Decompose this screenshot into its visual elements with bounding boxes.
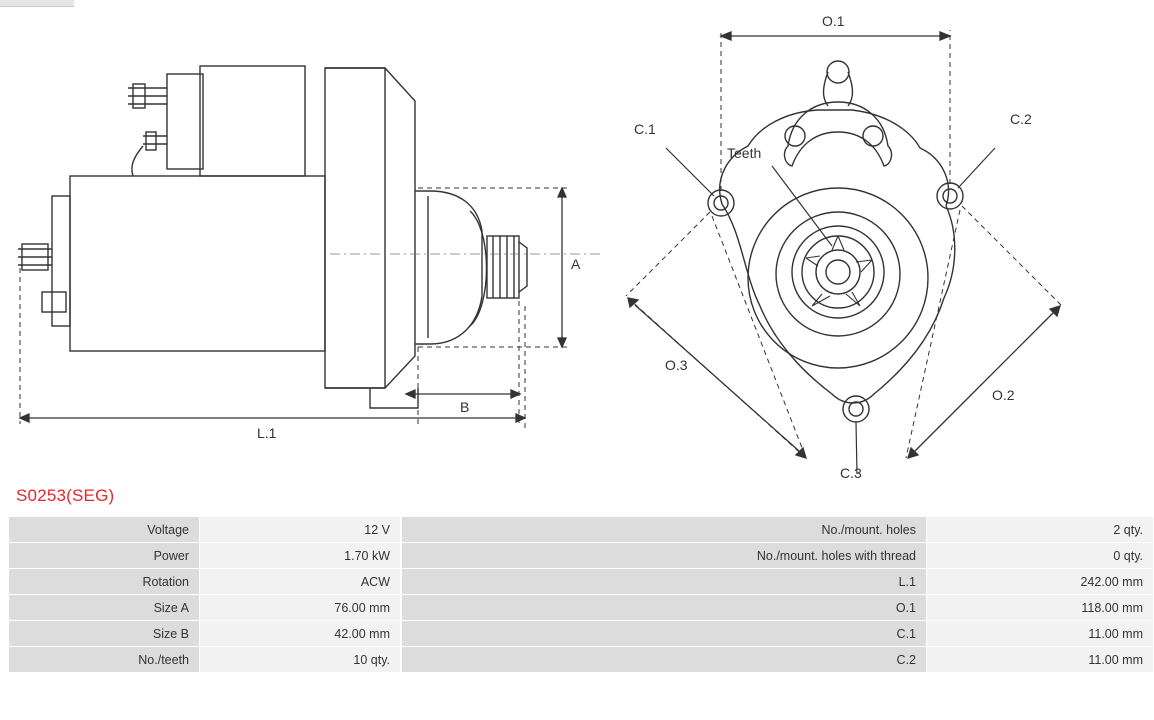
table-row	[402, 517, 1154, 543]
dimension-label-c1: C.1	[634, 121, 656, 137]
spec-label: Size B	[9, 621, 200, 647]
table-row	[9, 543, 401, 569]
table-row	[402, 569, 1154, 595]
spec-label: Size A	[9, 595, 200, 621]
spec-value: 42.00 mm	[200, 621, 401, 647]
table-row	[402, 543, 1154, 569]
spec-label: Power	[9, 543, 200, 569]
specs-left-table	[8, 516, 401, 673]
spec-value: 118.00 mm	[927, 595, 1154, 621]
spec-value: ACW	[200, 569, 401, 595]
table-row	[402, 621, 1154, 647]
spec-value: 1.70 kW	[200, 543, 401, 569]
spec-value: 12 V	[200, 517, 401, 543]
starter-front-view	[708, 61, 963, 422]
table-row	[9, 621, 401, 647]
spec-label: C.1	[402, 621, 927, 647]
dimension-label-c2: C.2	[1010, 111, 1032, 127]
spec-value: 76.00 mm	[200, 595, 401, 621]
spec-label: L.1	[402, 569, 927, 595]
dimension-label-o3: O.3	[665, 357, 688, 373]
front-view-leader-lines	[666, 148, 995, 474]
specification-tables	[8, 516, 1143, 673]
spec-label: C.2	[402, 647, 927, 673]
spec-value: 11.00 mm	[927, 621, 1154, 647]
spec-label: No./mount. holes with thread	[402, 543, 927, 569]
dimension-label-o1: O.1	[822, 13, 845, 29]
spec-value: 2 qty.	[927, 517, 1154, 543]
table-row	[402, 595, 1154, 621]
page-title: S0253(SEG)	[16, 486, 115, 505]
spec-label: No./mount. holes	[402, 517, 927, 543]
dimension-label-l1: L.1	[257, 425, 277, 441]
dimension-label-b: B	[460, 399, 470, 415]
spec-value: 0 qty.	[927, 543, 1154, 569]
technical-drawings	[0, 6, 1080, 486]
specs-right-table	[401, 516, 1154, 673]
table-row	[9, 569, 401, 595]
side-view-dimension-arrows	[20, 188, 566, 422]
table-row	[402, 647, 1154, 673]
dimension-label-c3: C.3	[840, 465, 862, 481]
spec-label: No./teeth	[9, 647, 200, 673]
dimension-label-o2: O.2	[992, 387, 1015, 403]
dimension-label-a: A	[571, 256, 581, 272]
table-row	[9, 647, 401, 673]
spec-value: 11.00 mm	[927, 647, 1154, 673]
starter-side-view	[18, 66, 600, 408]
spec-value: 242.00 mm	[927, 569, 1154, 595]
table-row	[9, 517, 401, 543]
dimension-label-teeth: Teeth	[727, 145, 762, 161]
spec-label: O.1	[402, 595, 927, 621]
spec-label: Rotation	[9, 569, 200, 595]
table-row	[9, 595, 401, 621]
spec-value: 10 qty.	[200, 647, 401, 673]
spec-label: Voltage	[9, 517, 200, 543]
